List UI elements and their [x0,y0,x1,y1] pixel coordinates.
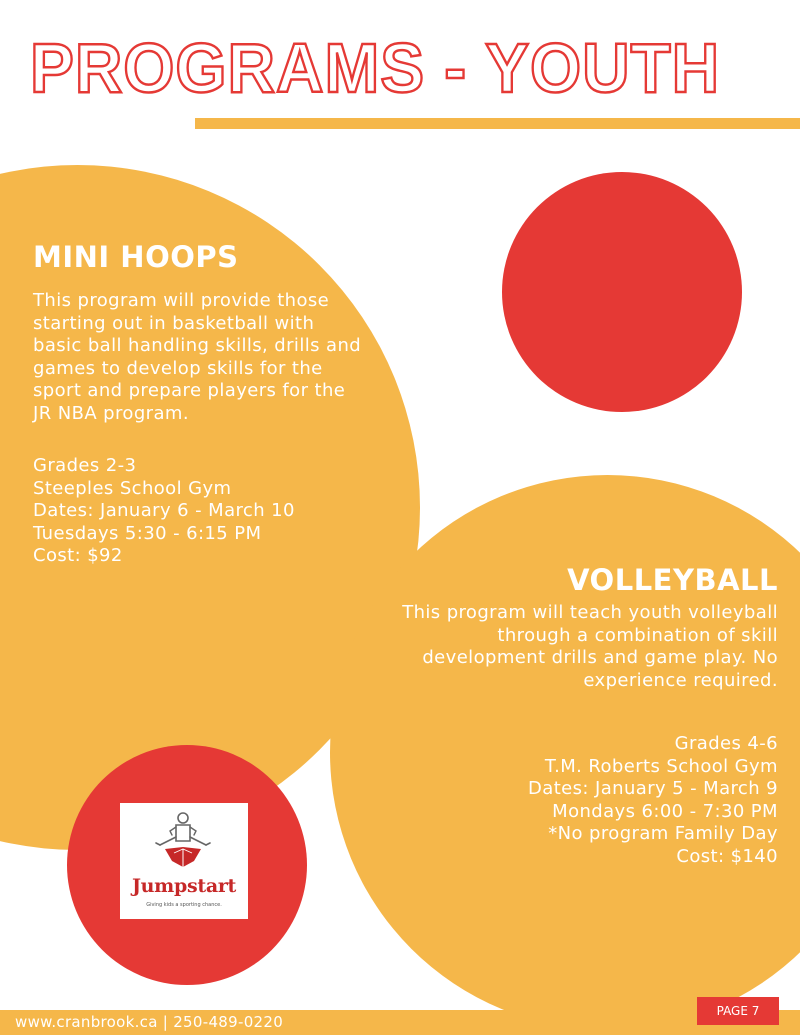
volleyball-location: T.M. Roberts School Gym [544,755,778,777]
volleyball-details [448,733,778,868]
jumpstart-tagline: Giving kids a sporting chance. [146,902,222,908]
page-number-badge: PAGE 7 [697,997,779,1025]
mini-hoops-grades: Grades 2-3 [33,455,137,476]
jumpstart-figure-icon [120,803,248,883]
volleyball-grades: Grades 4-6 [674,733,778,754]
jumpstart-logo [120,803,248,919]
volleyball-dates: Dates: January 5 - March 9 [528,778,778,799]
mini-hoops-time: Tuesdays 5:30 - 6:15 PM [33,522,262,544]
decorative-red-circle [502,172,742,412]
mini-hoops-details [33,455,393,568]
volleyball-heading: VOLLEYBALL [567,563,778,597]
title-underline [195,118,800,129]
volleyball-time: Mondays 6:00 - 7:30 PM [552,800,778,822]
page-title: PROGRAMS - YOUTH [30,29,721,107]
jumpstart-wordmark: Jumpstart [131,875,237,897]
mini-hoops-cost: Cost: $92 [33,545,123,566]
volleyball-description: This program will teach youth volleyball through a combination of skill development drills and game play. No experience required. [402,602,778,691]
mini-hoops-location: Steeples School Gym [33,477,232,499]
footer-contact: www.cranbrook.ca | 250-489-0220 [15,1013,284,1031]
volleyball-cost: Cost: $140 [676,845,778,867]
mini-hoops-heading: MINI HOOPS [33,240,239,274]
mini-hoops-description: This program will provide those starting out in basketball with basic ball handling skills, drills and games to develop skills for the sport and prepare players for the JR NBA program. [33,290,362,424]
volleyball-note: *No program Family Day [548,823,778,844]
mini-hoops-dates: Dates: January 6 - March 10 [33,500,295,521]
